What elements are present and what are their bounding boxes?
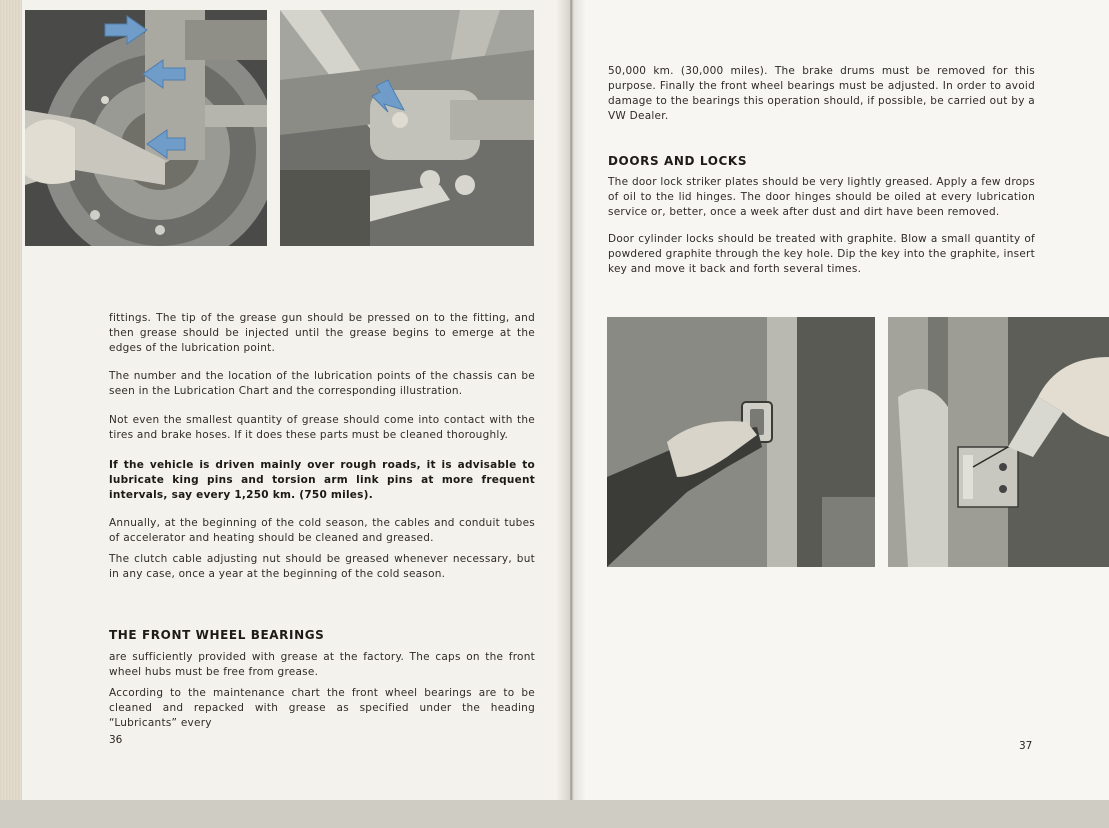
door-striker-photo	[607, 317, 875, 567]
page-edges	[0, 0, 22, 828]
front-wheel-photo	[25, 10, 267, 246]
doors-and-locks-heading: DOORS AND LOCKS	[608, 154, 748, 168]
book-gutter	[556, 0, 586, 828]
doors-and-locks-paragraph-1: The door lock striker plates should be very lightly greased. Apply a few drops of oil to the lid hinges. The door hinges should be oiled at every lubrication service or, better, once a week after dust and dirt have been removed.	[608, 176, 1035, 218]
front-wheel-bearings-paragraph-2: According to the maintenance chart the front wheel bearings are to be cleaned and repacked with grease as specified under the heading “Lubricants” every	[109, 687, 535, 729]
page-number-left: 36	[109, 734, 123, 746]
left-paragraph-bold: If the vehicle is driven mainly over rough roads, it is advisable to lubricate king pins and torsion arm link pins at more frequent intervals, say every 1,250 km. (750 miles).	[109, 459, 535, 501]
left-paragraph-1: fittings. The tip of the grease gun should be pressed on to the fitting, and then grease should be injected until the grease begins to emerge at the edges of the lubrication point.	[109, 312, 535, 354]
left-paragraph-3: Not even the smallest quantity of grease should come into contact with the tires and brake hoses. If it does these parts must be cleaned thoroughly.	[109, 414, 535, 441]
door-hinge-photo	[888, 317, 1109, 567]
left-paragraph-5: The clutch cable adjusting nut should be greased whenever necessary, but in any case, once a year at the beginning of the cold season.	[109, 553, 535, 580]
doors-and-locks-paragraph-2: Door cylinder locks should be treated with graphite. Blow a small quantity of powdered graphite through the key hole. Dip the key into the graphite, insert key and move it back and forth several times.	[608, 233, 1035, 275]
left-paragraph-2: The number and the location of the lubrication points of the chassis can be seen in the Lubrication Chart and the corresponding illustration.	[109, 370, 535, 397]
front-wheel-bearings-paragraph-1: are sufficiently provided with grease at the factory. The caps on the front wheel hubs must be free from grease.	[109, 651, 535, 678]
grease-point-arrow-icon	[25, 10, 267, 246]
torsion-arm-photo	[280, 10, 534, 246]
scan-bed-edge	[0, 800, 1109, 828]
right-continuation-paragraph: 50,000 km. (30,000 miles). The brake drums must be removed for this purpose. Finally the front wheel bearings must be adjusted. In order to avoid damage to the bearings this operation should, if possible, be carried out by a VW Dealer.	[608, 65, 1035, 122]
lubrication-arrow-icon	[280, 10, 534, 246]
page-number-right: 37	[1019, 740, 1033, 752]
front-wheel-bearings-heading: THE FRONT WHEEL BEARINGS	[109, 628, 325, 642]
left-paragraph-4: Annually, at the beginning of the cold season, the cables and conduit tubes of accelerator and heating should be cleaned and greased.	[109, 517, 535, 544]
